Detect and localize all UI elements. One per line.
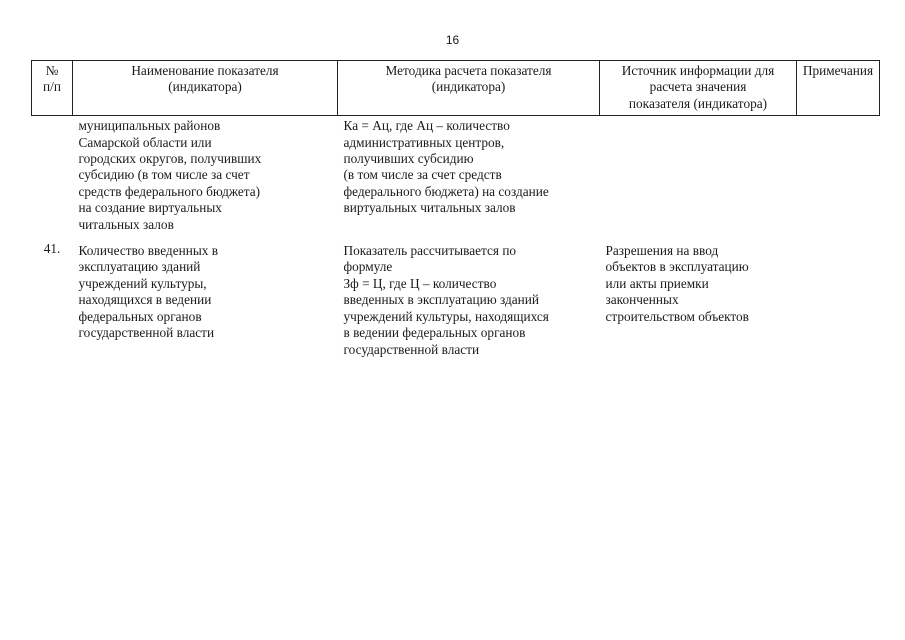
calculation-method: Показатель рассчитывается по формуле Зф = Ц, где Ц – количество введенных в эксплуатацию зданий учреждений культуры, находящихся в ведении федеральных органов государственной власти bbox=[343, 243, 549, 357]
row-number bbox=[32, 116, 73, 241]
indicator-name: Количество введенных в эксплуатацию зданий учреждений культуры, находящихся в ведении федеральных органов государственной власти bbox=[78, 243, 219, 341]
row-number: 41. bbox=[43, 241, 61, 257]
table-row bbox=[32, 116, 880, 241]
page-number: 16 bbox=[445, 33, 460, 47]
information-source: Разрешения на ввод объектов в эксплуатацию или акты приемки законченных строительством объектов bbox=[605, 243, 749, 324]
table-row bbox=[32, 241, 880, 358]
indicator-table bbox=[31, 60, 880, 358]
table-header-row bbox=[32, 61, 880, 116]
notes bbox=[797, 241, 880, 358]
header-number: № п/п bbox=[32, 61, 73, 116]
header-indicator-name: Наименование показателя (индикатора) bbox=[73, 61, 338, 116]
information-source bbox=[600, 116, 797, 241]
calculation-method: Ка = Ац, где Ац – количество административных центров, получивших субсидию (в том числе за счет средств федерального бюджета) на создание виртуальных читальных залов bbox=[343, 118, 549, 216]
notes bbox=[797, 116, 880, 241]
header-notes: Примечания bbox=[797, 61, 880, 116]
header-information-source: Источник информации для расчета значения показателя (индикатора) bbox=[600, 61, 797, 116]
header-calculation-method: Методика расчета показателя (индикатора) bbox=[338, 61, 600, 116]
indicator-name: муниципальных районов Самарской области или городских округов, получивших субсидию (в том числе за счет средств федерального бюджета) на создание виртуальных читальных залов bbox=[78, 118, 262, 232]
